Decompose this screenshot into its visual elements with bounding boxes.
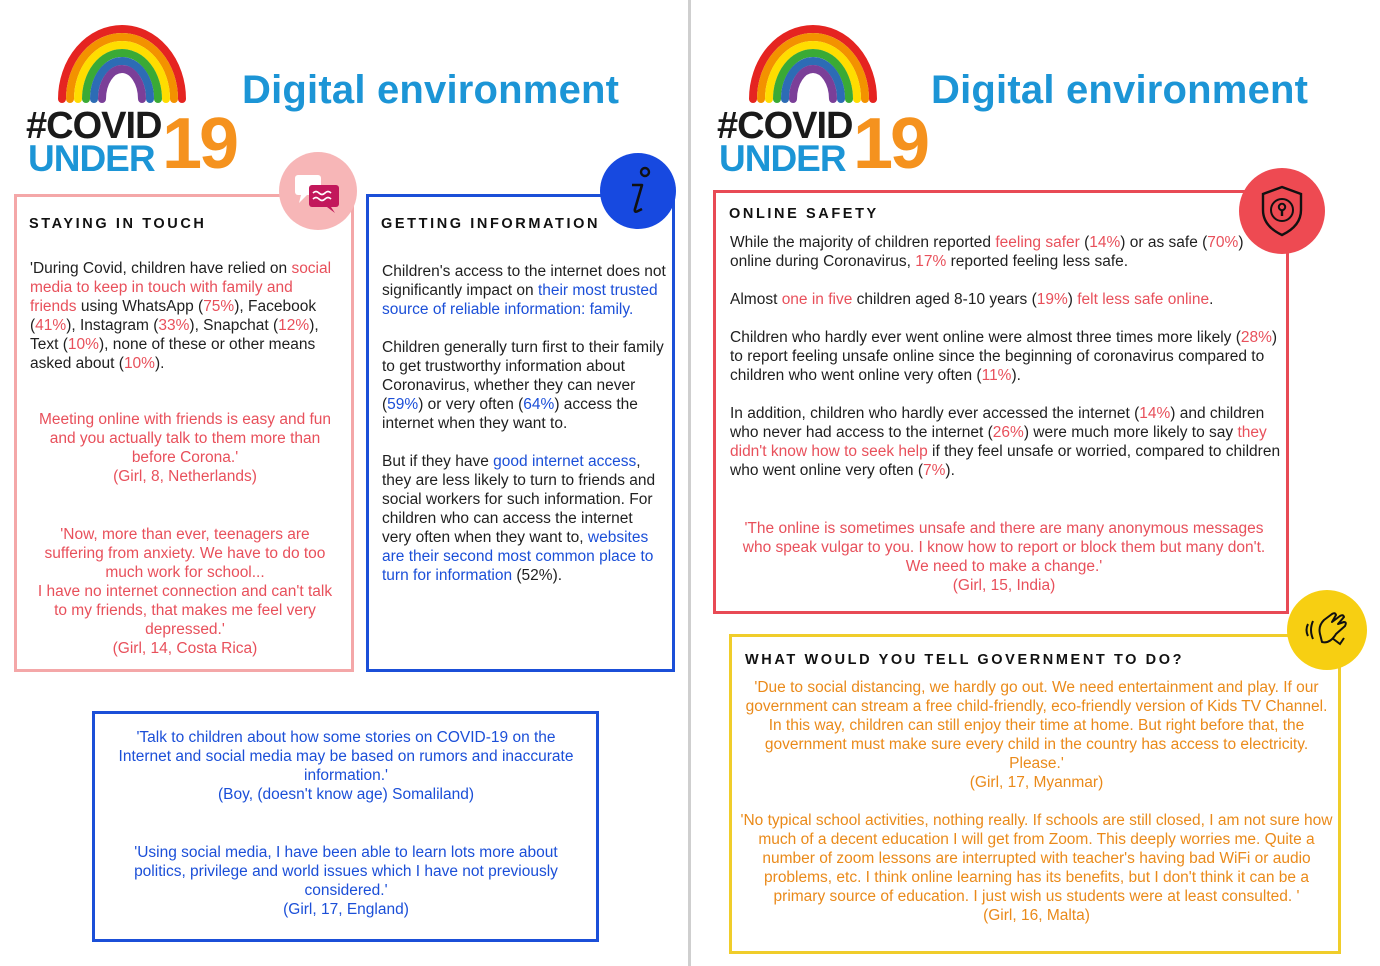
- government-heading: WHAT WOULD YOU TELL GOVERNMENT TO DO?: [745, 652, 1185, 668]
- logo-19-text: 19: [162, 104, 237, 184]
- page-title: Digital environment: [931, 68, 1309, 112]
- getting-information-body: [382, 262, 666, 604]
- logo-19-text: 19: [853, 104, 928, 184]
- right-page: [691, 0, 1380, 966]
- logo-under-text: UNDER: [28, 138, 155, 179]
- covid-under-19-logo: [717, 14, 928, 184]
- getting-information-paragraph-3: But if they have good internet access, they are less likely to turn to friends and social workers for such information. For children who can access the internet very often when they want to, websites are their second most common place to turn for information (52%).: [382, 453, 656, 584]
- government-quote-1: 'Due to social distancing, we hardly go out. We need entertainment and play. If our government can stream a free child-friendly, eco-friendly version of Kids TV Channel. In this way, children can still enjoy their time at home. But right before that, the government must make sure every child in the country has access to electricity. Please.' (Girl, 17, Myanmar): [745, 679, 1328, 791]
- covid-under-19-logo: [26, 14, 237, 184]
- rainbow-icon: [52, 14, 192, 104]
- logo-under-text: UNDER: [719, 138, 846, 179]
- chat-bubble-icon: [279, 152, 357, 230]
- staying-in-touch-body: [30, 259, 342, 392]
- staying-in-touch-box: [14, 194, 354, 672]
- online-safety-quote: 'The online is sometimes unsafe and there are many anonymous messages who speak vulgar to you. I know how to report or block them but many don't. We need to make a change.' (Girl, 15, India): [742, 520, 1266, 594]
- staying-in-touch-quote-2: 'Now, more than ever, teenagers are suffering from anxiety. We have to do too much work for school... I have no internet connection and can't talk to my friends, that makes me feel very depressed.' (Girl, 14, Costa Rica): [37, 526, 333, 657]
- government-quote-2: 'No typical school activities, nothing really. If schools are still closed, I am not sure how much of a decent education I will get from Zoom. This deeply worries me. Quite a number of zoom lessons are interrupted with teacher's having bad WiFi or audio problems, etc. I think online learning has its benefits, but I don't think it can be a primary source of education. I just wish us students were at least consulted. ' (Girl, 16, Malta): [740, 812, 1333, 924]
- logo-covid-text: #COVID: [717, 105, 853, 147]
- quote-box-quote-1: 'Talk to children about how some stories on COVID-19 on the Internet and social media may be based on rumors and inaccurate information.' (Boy, (doesn't know age) Somaliland): [118, 729, 574, 803]
- staying-in-touch-paragraph: 'During Covid, children have relied on social media to keep in touch with family and friends using WhatsApp (75%), Facebook (41%), Instagram (33%), Snapchat (12%), Text (10%), none of these or other means asked about (10%).: [30, 260, 332, 372]
- staying-in-touch-quote-1: Meeting online with friends is easy and fun and you actually talk to them more than before Corona.' (Girl, 8, Netherlands): [38, 411, 332, 485]
- online-safety-paragraph-2: Almost one in five children aged 8-10 years (19%) felt less safe online.: [730, 291, 1214, 308]
- online-safety-paragraph-3: Children who hardly ever went online were almost three times more likely (28%) to report feeling unsafe online since the beginning of coronavirus compared to children who went online very often (11%).: [730, 329, 1278, 384]
- quote-box: [92, 711, 599, 942]
- getting-information-paragraph-1: Children's access to the internet does not significantly impact on their most trusted source of reliable information: family.: [382, 263, 666, 318]
- government-box: [729, 634, 1341, 954]
- page-title: Digital environment: [242, 68, 620, 112]
- online-safety-box: [713, 190, 1289, 614]
- megaphone-hand-icon: [1287, 590, 1367, 670]
- shield-lock-icon: [1239, 168, 1325, 254]
- staying-in-touch-heading: STAYING IN TOUCH: [29, 216, 207, 232]
- quote-box-quote-2: 'Using social media, I have been able to learn lots more about politics, privilege and world issues which I have not previously considered.' (Girl, 17, England): [134, 844, 558, 918]
- online-safety-body: [730, 233, 1285, 499]
- info-icon: [600, 153, 676, 229]
- left-page: [0, 0, 688, 966]
- online-safety-paragraph-1: While the majority of children reported feeling safer (14%) or as safe (70%) online during Coronavirus, 17% reported feeling less safe.: [730, 234, 1244, 270]
- online-safety-heading: ONLINE SAFETY: [729, 206, 879, 222]
- online-safety-paragraph-4: In addition, children who hardly ever accessed the internet (14%) and children who never had access to the internet (26%) were much more likely to say they didn't know how to seek help if they feel unsafe or worried, compared to children who went online very often (7%).: [730, 405, 1281, 479]
- getting-information-paragraph-2: Children generally turn first to their family to get trustworthy information about Coronavirus, whether they can never (59%) or very often (64%) access the internet when they want to.: [382, 339, 664, 432]
- getting-information-heading: GETTING INFORMATION: [381, 216, 601, 232]
- rainbow-icon: [743, 14, 883, 104]
- logo-covid-text: #COVID: [26, 105, 162, 147]
- getting-information-box: [366, 194, 675, 672]
